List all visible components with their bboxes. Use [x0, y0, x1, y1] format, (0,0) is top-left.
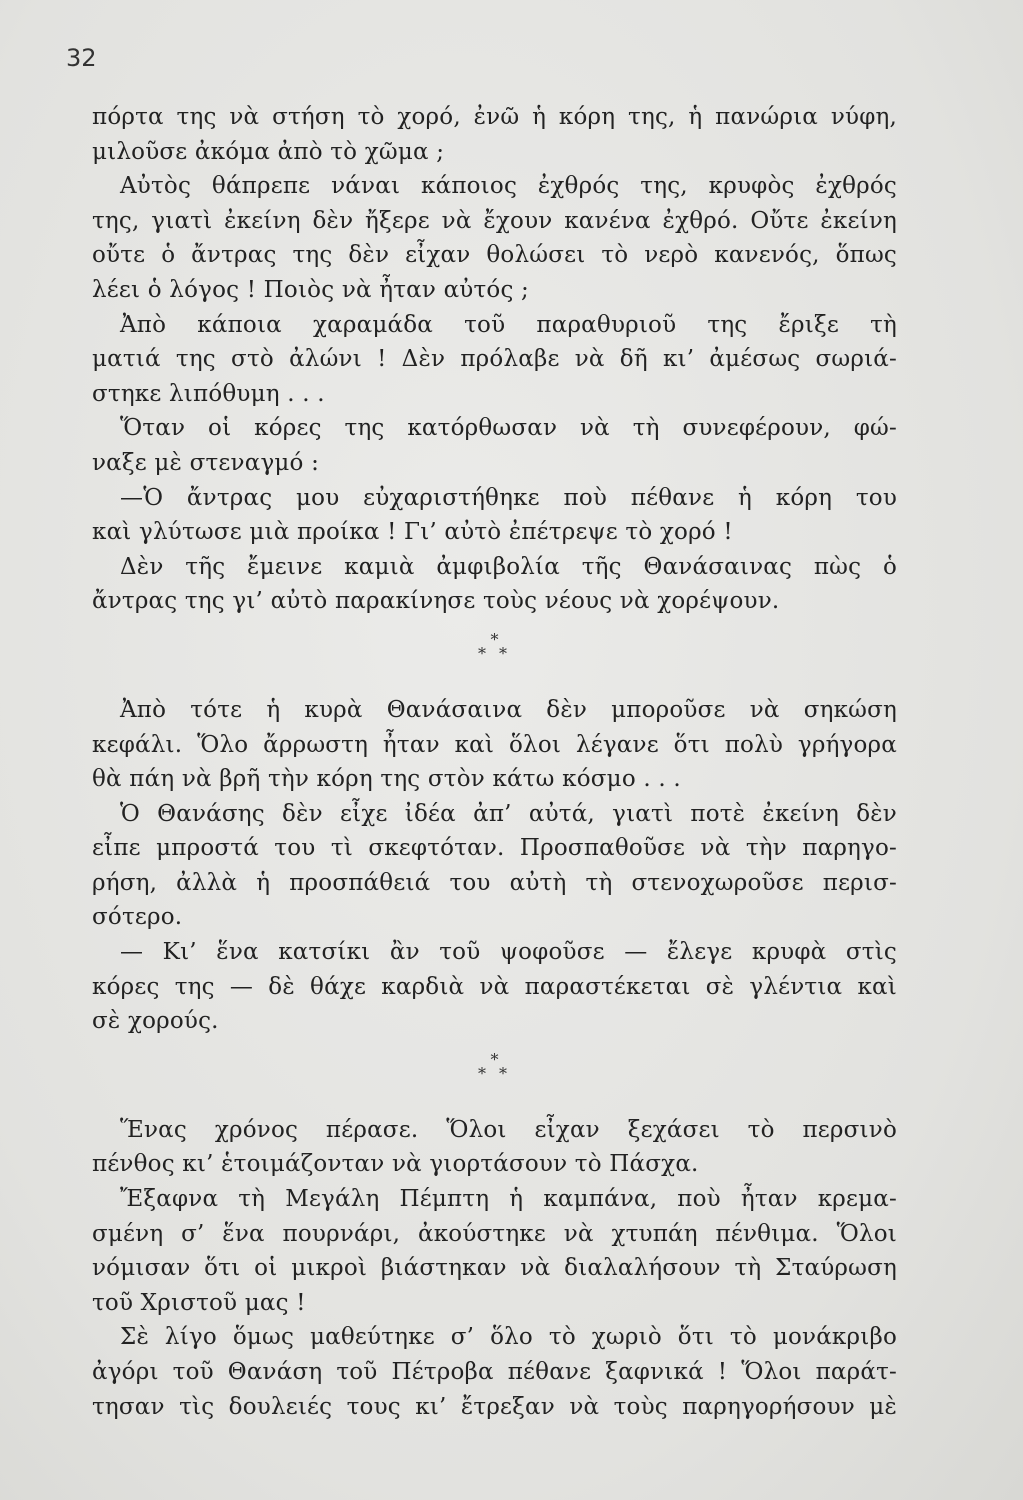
text-line: κεφάλι. Ὅλο ἄρρωστη ἦταν καὶ ὅλοι λέγανε ὅτι πολὺ γρήγορα	[92, 731, 897, 758]
text-line: Δὲν τῆς ἔμεινε καμιὰ ἀμφιβολία τῆς Θανάσαινας πὼς ὁ	[120, 553, 897, 580]
text-line: καὶ γλύτωσε μιὰ προίκα ! Γι’ αὐτὸ ἐπέτρεψε τὸ χορό !	[92, 519, 733, 546]
text-line: πόρτα της νὰ στήση τὸ χορό, ἐνῶ ἡ κόρη της, ἡ πανώρια νύφη,	[92, 104, 897, 130]
text-line: —Ὁ ἄντρας μου εὐχαριστήθηκε ποὺ πέθανε ἡ κόρη του	[120, 484, 897, 511]
text-line: Ὁ Θανάσης δὲν εἶχε ἰδέα ἀπ’ αὐτά, γιατὶ ποτὲ ἐκείνη δὲν	[120, 800, 897, 827]
text-line: οὔτε ὁ ἄντρας της δὲν εἶχαν θολώσει τὸ νερὸ κανενός, ὅπως	[92, 242, 897, 269]
text-line: Ὅταν οἱ κόρες της κατόρθωσαν νὰ τὴ συνεφέρουν, φώ-	[120, 415, 897, 442]
text-line: κόρες της — δὲ θάχε καρδιὰ νὰ παραστέκεται σὲ γλέντια καὶ	[92, 973, 897, 1000]
text-line: πένθος κι’ ἑτοιμάζονταν νὰ γιορτάσουν τὸ Πάσχα.	[92, 1151, 699, 1178]
section-3	[92, 1113, 897, 1424]
text-line: Ἔξαφνα τὴ Μεγάλη Πέμπτη ἡ καμπάνα, ποὺ ἦταν κρεμα-	[120, 1186, 897, 1213]
asterism-bottom: * *	[477, 1063, 512, 1083]
text-line: Ἀπὸ κάποια χαραμάδα τοῦ παραθυριοῦ της ἔριξε τὴ	[120, 311, 897, 338]
section-2	[92, 693, 897, 1039]
asterism-top: *	[490, 629, 499, 649]
text-line: στηκε λιπόθυμη . . .	[92, 380, 325, 407]
text-line: τησαν τὶς δουλειές τους κι’ ἔτρεξαν νὰ τοὺς παρηγορήσουν μὲ	[92, 1393, 897, 1420]
text-line: μιλοῦσε ἀκόμα ἀπὸ τὸ χῶμα ;	[92, 138, 445, 165]
text-line: Ἕνας χρόνος πέρασε. Ὅλοι εἶχαν ξεχάσει τὸ περσινὸ	[120, 1116, 897, 1143]
text-line: ματιά της στὸ ἀλώνι ! Δὲν πρόλαβε νὰ δῆ κι’ ἀμέσως σωριά-	[92, 346, 897, 373]
text-line: σότερο.	[92, 904, 183, 931]
text-line: ναξε μὲ στεναγμό :	[92, 449, 320, 476]
text-line: ἄντρας της γι’ αὐτὸ παρακίνησε τοὺς νέους νὰ χορέψουν.	[92, 588, 780, 615]
text-line: νόμισαν ὅτι οἱ μικροὶ βιάστηκαν νὰ διαλαλήσουν τὴ Σταύρωση	[92, 1255, 897, 1282]
body-text	[92, 100, 897, 1424]
section-separator	[92, 1039, 897, 1113]
text-line: σὲ χορούς.	[92, 1008, 219, 1035]
asterism-bottom: * *	[477, 643, 512, 663]
text-line: ἀγόρι τοῦ Θανάση τοῦ Πέτροβα πέθανε ξαφνικά ! Ὅλοι παράτ-	[92, 1359, 897, 1385]
text-line: Αὐτὸς θάπρεπε νάναι κάποιος ἐχθρός της, κρυφὸς ἐχθρός	[120, 173, 897, 200]
text-line: Ἀπὸ τότε ἡ κυρὰ Θανάσαινα δὲν μποροῦσε νὰ σηκώση	[120, 696, 897, 723]
text-line: λέει ὁ λόγος ! Ποιὸς νὰ ἦταν αὐτός ;	[92, 276, 530, 303]
section-1	[92, 100, 897, 619]
text-line: εἶπε μπροστά του τὶ σκεφτόταν. Προσπαθοῦσε νὰ τὴν παρηγο-	[92, 835, 897, 862]
section-separator	[92, 619, 897, 693]
text-line: θὰ πάη νὰ βρῆ τὴν κόρη της στὸν κάτω κόσμο . . .	[92, 766, 681, 793]
text-line: Σὲ λίγο ὅμως μαθεύτηκε σ’ ὅλο τὸ χωριὸ ὅτι τὸ μονάκριβο	[120, 1324, 897, 1351]
asterism	[92, 629, 897, 663]
text-line: της, γιατὶ ἐκείνη δὲν ἤξερε νὰ ἔχουν κανένα ἐχθρό. Οὔτε ἐκείνη	[92, 207, 897, 234]
page-number: 32	[66, 44, 97, 72]
text-line: σμένη σ’ ἕνα πουρνάρι, ἀκούστηκε νὰ χτυπάη πένθιμα. Ὅλοι	[92, 1220, 897, 1247]
text-line: — Κι’ ἕνα κατσίκι ἂν τοῦ ψοφοῦσε — ἔλεγε κρυφὰ στὶς	[120, 939, 897, 966]
text-line: ρήση, ἀλλὰ ἡ προσπάθειά του αὐτὴ τὴ στενοχωροῦσε περισ-	[92, 869, 897, 896]
text-line: τοῦ Χριστοῦ μας !	[92, 1289, 306, 1316]
asterism-top: *	[490, 1049, 499, 1069]
asterism	[92, 1049, 897, 1083]
